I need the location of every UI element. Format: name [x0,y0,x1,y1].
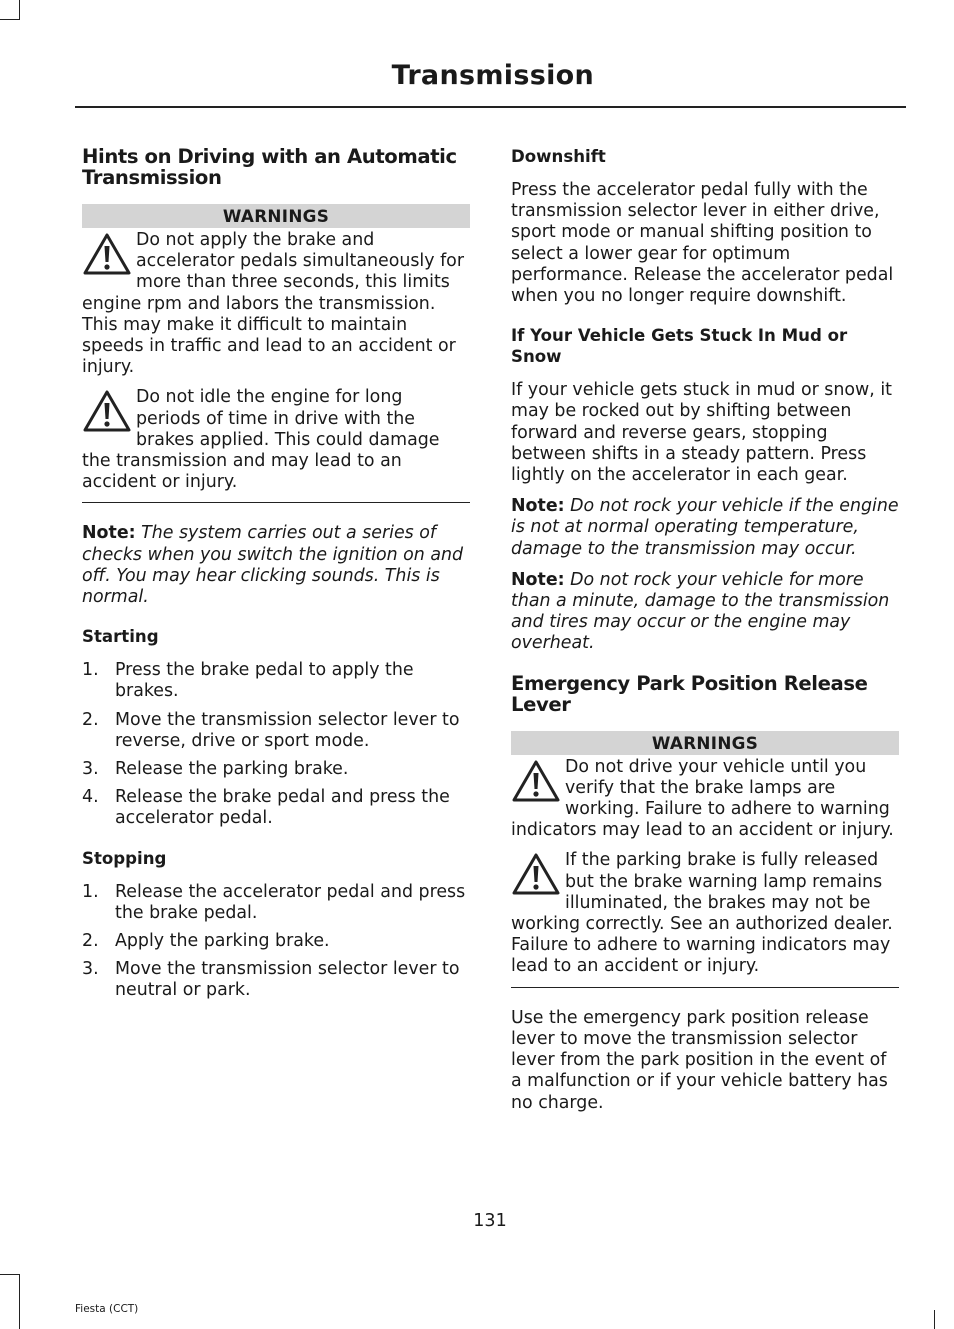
note-text: The system carries out a series of checks when you switch the ignition on and off. You may hear clicking sounds. This is normal. [82,523,464,608]
section-heading-stopping: Stopping [82,848,167,868]
section-heading-emergency: Emergency Park Position Release Lever [511,671,868,716]
warning-item [82,230,470,378]
warning-text: Do not idle the engine for long periods of time in drive with the brakes applied. This could damage the transmission and may lead to an accident or injury. [82,387,440,493]
list-item: 3. Release the parking brake. [82,759,349,780]
crop-mark [0,19,20,20]
stopping-steps-list [82,882,470,1002]
note-label: Note: [511,569,565,590]
left-column [82,146,470,1016]
note-paragraph [82,523,470,608]
section-heading-starting: Starting [82,627,159,647]
warning-text: If the parking brake is fully released but the brake warning lamp remains illuminated, the brakes may not be working correctly. See an authorized dealer. Failure to adhere to warning indicators may lead to an accident or injury. [511,850,893,977]
emergency-text: Use the emergency park position release lever to move the transmission selector lever from the park position in the event of a malfunction or if your vehicle battery has no charge. [511,1007,888,1113]
right-column [511,146,899,1124]
section-heading-downshift: Downshift [511,147,606,166]
note-text: Do not rock your vehicle if the engine is not at normal operating temperature, damage to the transmission may occur. [511,496,899,559]
footer-model: Fiesta (CCT) [75,1303,139,1315]
section-heading-stuck: If Your Vehicle Gets Stuck In Mud or Snow [511,326,848,367]
crop-mark [0,1274,20,1275]
page-number: 131 [473,1211,507,1231]
crop-mark [934,1310,935,1329]
note-label: Note: [82,523,136,544]
warning-item [82,387,470,493]
title-divider [75,106,906,108]
starting-steps-list [82,660,470,829]
warning-triangle-icon [511,759,561,803]
warning-triangle-icon [511,852,561,896]
warning-triangle-icon [82,389,132,433]
warnings-end-rule [511,987,899,988]
list-item: 4. Release the brake pedal and press the accelerator pedal. [82,787,450,829]
list-item: 2. Apply the parking brake. [82,931,330,952]
warnings-header: WARNINGS [511,731,899,755]
note-paragraph [511,496,899,560]
note-text: Do not rock your vehicle for more than a minute, damage to the transmission and tires may occur or the engine may overheat. [511,569,890,654]
crop-mark [19,0,20,20]
list-item: 1. Press the brake pedal to apply the brakes. [82,660,414,702]
list-item: 3. Move the transmission selector lever to neutral or park. [82,959,460,1001]
warning-item [511,850,899,977]
crop-mark [19,1274,20,1329]
warning-triangle-icon [82,232,132,276]
warnings-header: WARNINGS [82,204,470,228]
section-heading-hints: Hints on Driving with an Automatic Transmission [82,145,457,189]
warning-item [511,757,899,842]
warning-text: Do not drive your vehicle until you verify that the brake lamps are working. Failure to adhere to warning indicators may lead to an accident or injury. [511,756,894,841]
page-title: Transmission [391,60,594,91]
warnings-end-rule [82,502,470,503]
warning-text: Do not apply the brake and accelerator pedals simultaneously for more than three seconds, this limits engine rpm and labors the transmission. This may make it difficult to maintain speeds in traffic and lead to an accident or injury. [82,230,464,378]
stuck-text: If your vehicle gets stuck in mud or snow, it may be rocked out by shifting between forward and reverse gears, stopping between shifts in a steady pattern. Press lightly on the accelerator in each gear. [511,380,892,486]
list-item: 1. Release the accelerator pedal and press the brake pedal. [82,881,466,923]
note-paragraph [511,570,899,655]
list-item: 2. Move the transmission selector lever to reverse, drive or sport mode. [82,709,460,751]
downshift-text: Press the accelerator pedal fully with the transmission selector lever in either drive, sport mode or manual shifting position to select a lower gear for optimum performance. Release the accelerator pedal when you no longer require downshift. [511,180,894,307]
note-label: Note: [511,496,565,517]
